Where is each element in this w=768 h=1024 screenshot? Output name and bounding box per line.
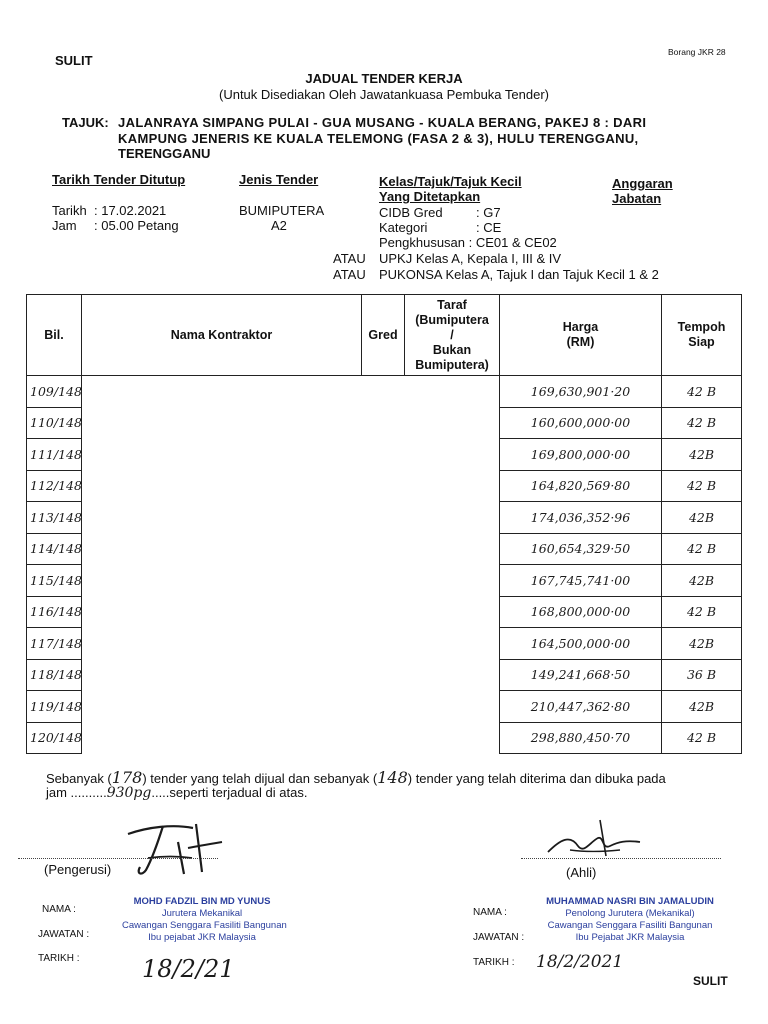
summary-text-2: ) tender yang telah dijual dan sebanyak ( bbox=[142, 771, 378, 786]
cell-bil: 112/148 bbox=[27, 470, 82, 502]
cell-taraf bbox=[405, 533, 500, 565]
cell-nama bbox=[82, 691, 362, 723]
header-taraf-2: (Bumiputera bbox=[415, 312, 489, 327]
pengkhususan: Pengkhususan : CE01 & CE02 bbox=[379, 235, 557, 250]
pukonsa: PUKONSA Kelas A, Tajuk I dan Tajuk Kecil 1 & 2 bbox=[379, 267, 659, 282]
cell-gred bbox=[362, 659, 405, 691]
summary-text-1: Sebanyak ( bbox=[46, 771, 112, 786]
table-row bbox=[27, 533, 742, 565]
cell-taraf bbox=[405, 407, 500, 439]
tender-table bbox=[26, 294, 742, 754]
cell-bil: 120/148 bbox=[27, 722, 82, 754]
cell-taraf bbox=[405, 439, 500, 471]
header-harga-1: Harga bbox=[562, 320, 599, 334]
stamp-left-name: MOHD FADZIL BIN MD YUNUS bbox=[133, 896, 271, 907]
cell-nama bbox=[82, 722, 362, 754]
summary-jam-hand: 930pg bbox=[106, 785, 152, 801]
jam-value: : 05.00 Petang bbox=[94, 218, 179, 233]
cell-taraf bbox=[405, 722, 500, 754]
header-gred: Gred bbox=[362, 295, 405, 376]
cell-harga: 298,880,450·70 bbox=[500, 722, 662, 754]
tajuk-line-3: TERENGGANU bbox=[118, 146, 211, 161]
jam-label: Jam bbox=[52, 218, 77, 233]
ahli-label: (Ahli) bbox=[566, 865, 597, 880]
summary-dijual: 178 bbox=[111, 768, 143, 787]
cell-harga: 210,447,362·80 bbox=[500, 691, 662, 723]
cell-taraf bbox=[405, 502, 500, 534]
cell-gred bbox=[362, 722, 405, 754]
tajuk-label: TAJUK: bbox=[62, 115, 109, 130]
cell-bil: 113/148 bbox=[27, 502, 82, 534]
cell-nama bbox=[82, 596, 362, 628]
summary-jam: jam .......... bbox=[46, 785, 107, 800]
header-harga-2: (RM) bbox=[566, 335, 595, 349]
cell-taraf bbox=[405, 659, 500, 691]
header-tempoh bbox=[662, 295, 742, 376]
table-row bbox=[27, 628, 742, 660]
cell-bil: 119/148 bbox=[27, 691, 82, 723]
cell-tempoh: 42B bbox=[662, 502, 742, 534]
table-header-row bbox=[27, 295, 742, 376]
cell-harga: 169,630,901·20 bbox=[500, 376, 662, 408]
document-title: JADUAL TENDER KERJA bbox=[305, 71, 463, 86]
table-row bbox=[27, 565, 742, 597]
cell-nama bbox=[82, 376, 362, 408]
header-taraf-3: / bbox=[450, 327, 454, 342]
table-row bbox=[27, 376, 742, 408]
cell-gred bbox=[362, 470, 405, 502]
cell-harga: 149,241,668·50 bbox=[500, 659, 662, 691]
document-subtitle: (Untuk Disediakan Oleh Jawatankuasa Pembuka Tender) bbox=[219, 87, 549, 102]
cell-gred bbox=[362, 407, 405, 439]
cell-harga: 168,800,000·00 bbox=[500, 596, 662, 628]
kategori-value: : CE bbox=[476, 220, 502, 235]
signature-line-right bbox=[521, 858, 721, 859]
cell-harga: 174,036,352·96 bbox=[500, 502, 662, 534]
cell-tempoh: 42 B bbox=[662, 407, 742, 439]
table-row bbox=[27, 722, 742, 754]
tarikh-label-left: TARIKH : bbox=[38, 953, 80, 964]
jabatan-heading: Jabatan bbox=[612, 191, 662, 206]
header-taraf-1: Taraf bbox=[437, 297, 467, 312]
table-row bbox=[27, 407, 742, 439]
cell-bil: 110/148 bbox=[27, 407, 82, 439]
signature-ahli bbox=[540, 812, 650, 872]
cell-tempoh: 42B bbox=[662, 439, 742, 471]
stamp-right-office: Ibu Pejabat JKR Malaysia bbox=[575, 932, 685, 943]
cell-harga: 160,600,000·00 bbox=[500, 407, 662, 439]
anggaran-heading: Anggaran bbox=[612, 176, 673, 191]
kelas-heading-2: Yang Ditetapkan bbox=[379, 189, 481, 204]
cell-nama bbox=[82, 439, 362, 471]
tarikh-label-right: TARIKH : bbox=[473, 957, 515, 968]
cell-tempoh: 42 B bbox=[662, 722, 742, 754]
header-harga bbox=[500, 295, 662, 376]
stamp-right-dept: Cawangan Senggara Fasiliti Bangunan bbox=[547, 920, 713, 931]
signature-pengerusi bbox=[118, 812, 228, 882]
atau-2: ATAU bbox=[333, 267, 366, 282]
cell-gred bbox=[362, 376, 405, 408]
stamp-ahli bbox=[540, 896, 720, 944]
sulit-top: SULIT bbox=[55, 53, 93, 68]
cell-taraf bbox=[405, 376, 500, 408]
cell-tempoh: 42 B bbox=[662, 470, 742, 502]
summary-text-4: .....seperti terjadual di atas. bbox=[151, 785, 308, 800]
cell-taraf bbox=[405, 691, 500, 723]
cell-taraf bbox=[405, 628, 500, 660]
signature-line-left bbox=[18, 858, 218, 859]
borang-label: Borang JKR 28 bbox=[668, 47, 726, 57]
jenis-tender-grade: A2 bbox=[271, 218, 287, 233]
stamp-left-dept: Cawangan Senggara Fasiliti Bangunan bbox=[122, 920, 287, 931]
cell-tempoh: 42B bbox=[662, 691, 742, 723]
nama-label-left: NAMA : bbox=[42, 904, 76, 915]
cell-bil: 114/148 bbox=[27, 533, 82, 565]
cell-harga: 167,745,741·00 bbox=[500, 565, 662, 597]
table-row bbox=[27, 596, 742, 628]
summary-line-2 bbox=[46, 785, 307, 801]
table-row bbox=[27, 691, 742, 723]
header-taraf-4: Bukan bbox=[432, 342, 472, 357]
cell-bil: 115/148 bbox=[27, 565, 82, 597]
stamp-pengerusi bbox=[122, 896, 287, 944]
cell-tempoh: 36 B bbox=[662, 659, 742, 691]
atau-1: ATAU bbox=[333, 251, 366, 266]
cell-taraf bbox=[405, 470, 500, 502]
tarikh-value: : 17.02.2021 bbox=[94, 203, 167, 218]
upkj: UPKJ Kelas A, Kepala I, III & IV bbox=[379, 251, 562, 266]
cell-taraf bbox=[405, 565, 500, 597]
cell-nama bbox=[82, 565, 362, 597]
cell-nama bbox=[82, 502, 362, 534]
cell-bil: 116/148 bbox=[27, 596, 82, 628]
stamp-right-name: MUHAMMAD NASRI BIN JAMALUDIN bbox=[546, 896, 714, 907]
tarikh-left-value: 18/2/21 bbox=[142, 955, 235, 983]
stamp-right-title: Penolong Jurutera (Mekanikal) bbox=[565, 908, 695, 919]
tajuk-line-2: KAMPUNG JENERIS KE KUALA TELEMONG (FASA 2 & 3), HULU TERENGGANU, bbox=[118, 131, 639, 146]
cell-harga: 169,800,000·00 bbox=[500, 439, 662, 471]
cell-gred bbox=[362, 596, 405, 628]
cell-harga: 164,820,569·80 bbox=[500, 470, 662, 502]
cell-bil: 111/148 bbox=[27, 439, 82, 471]
cell-gred bbox=[362, 628, 405, 660]
header-tempoh-1: Tempoh bbox=[677, 320, 726, 334]
cell-nama bbox=[82, 470, 362, 502]
table-row bbox=[27, 659, 742, 691]
cell-tempoh: 42 B bbox=[662, 596, 742, 628]
tajuk-line-1: JALANRAYA SIMPANG PULAI - GUA MUSANG - KUALA BERANG, PAKEJ 8 : DARI bbox=[118, 115, 647, 130]
cell-nama bbox=[82, 407, 362, 439]
header-taraf-5: Bumiputera) bbox=[415, 357, 489, 372]
table-row bbox=[27, 502, 742, 534]
cell-gred bbox=[362, 533, 405, 565]
cell-gred bbox=[362, 565, 405, 597]
tarikh-right-value: 18/2/2021 bbox=[536, 952, 624, 972]
header-nama: Nama Kontraktor bbox=[82, 295, 362, 376]
cell-taraf bbox=[405, 596, 500, 628]
cell-gred bbox=[362, 502, 405, 534]
kategori-label: Kategori bbox=[379, 220, 428, 235]
jawatan-label-right: JAWATAN : bbox=[473, 932, 525, 943]
table-body bbox=[27, 376, 742, 754]
cidb-value: : G7 bbox=[476, 205, 501, 220]
table-row bbox=[27, 439, 742, 471]
summary-text-3: ) tender yang telah diterima dan dibuka pada bbox=[407, 771, 666, 786]
summary-diterima: 148 bbox=[377, 768, 408, 787]
cell-tempoh: 42 B bbox=[662, 376, 742, 408]
nama-label-right: NAMA : bbox=[473, 907, 507, 918]
header-bil: Bil. bbox=[27, 295, 82, 376]
cell-tempoh: 42 B bbox=[662, 533, 742, 565]
cidb-label: CIDB Gred bbox=[379, 205, 443, 220]
cell-tempoh: 42B bbox=[662, 565, 742, 597]
cell-bil: 118/148 bbox=[27, 659, 82, 691]
cell-nama bbox=[82, 628, 362, 660]
stamp-left-office: Ibu pejabat JKR Malaysia bbox=[148, 932, 256, 943]
cell-nama bbox=[82, 533, 362, 565]
table-row bbox=[27, 470, 742, 502]
header-taraf bbox=[405, 295, 500, 376]
cell-nama bbox=[82, 659, 362, 691]
tarikh-tender-heading: Tarikh Tender Ditutup bbox=[52, 172, 186, 187]
kelas-heading: Kelas/Tajuk/Tajuk Kecil bbox=[379, 174, 522, 189]
cell-bil: 109/148 bbox=[27, 376, 82, 408]
jawatan-label-left: JAWATAN : bbox=[38, 929, 90, 940]
cell-harga: 164,500,000·00 bbox=[500, 628, 662, 660]
header-tempoh-2: Siap bbox=[688, 335, 715, 349]
jenis-tender-value: BUMIPUTERA bbox=[239, 203, 325, 218]
jenis-tender-heading: Jenis Tender bbox=[239, 172, 319, 187]
cell-gred bbox=[362, 439, 405, 471]
sulit-bottom: SULIT bbox=[693, 974, 728, 988]
cell-tempoh: 42B bbox=[662, 628, 742, 660]
cell-harga: 160,654,329·50 bbox=[500, 533, 662, 565]
tarikh-label: Tarikh bbox=[52, 203, 87, 218]
cell-bil: 117/148 bbox=[27, 628, 82, 660]
cell-gred bbox=[362, 691, 405, 723]
pengerusi-label: (Pengerusi) bbox=[44, 862, 112, 877]
stamp-left-title: Jurutera Mekanikal bbox=[161, 908, 243, 919]
